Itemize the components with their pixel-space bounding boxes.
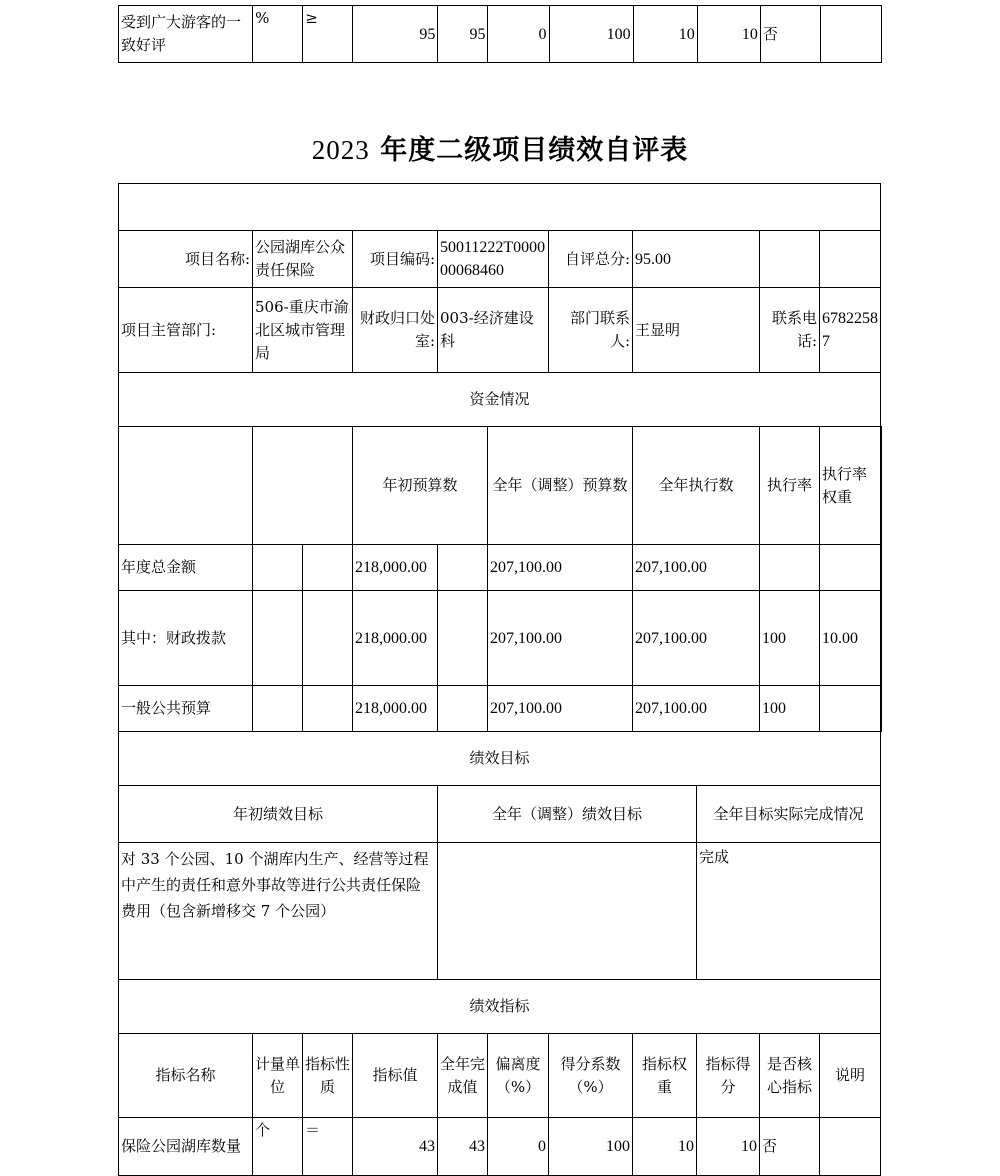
funds-executed-cell: 207,100.00 [633,591,760,686]
project-code-value: 50011222T000000068460 [438,231,549,288]
indicator-actual-cell: 43 [438,1118,488,1176]
goals-initial-header: 年初绩效目标 [119,786,438,843]
funds-header-initial: 年初预算数 [353,427,488,545]
info-row-2 [119,288,882,373]
table-row [119,686,882,732]
funds-initial-cell: 218,000.00 [353,591,438,686]
funds-header-rate: 执行率 [760,427,820,545]
indicator-core-cell: 否 [760,6,820,63]
indicator-coefficient-cell: 100 [549,1118,633,1176]
indicator-core-cell: 否 [760,1118,820,1176]
indicator-unit-cell: % [253,6,303,63]
funds-row-label: 其中：财政拨款 [119,591,253,686]
dept-label: 项目主管部门: [119,288,253,373]
table-row [119,1118,882,1176]
funds-section-title: 资金情况 [119,373,881,427]
ind-header-deviation: 偏离度（%） [488,1034,549,1118]
self-score-value: 95.00 [633,231,760,288]
funds-executed-cell: 207,100.00 [633,686,760,732]
phone-label: 联系电话: [760,288,820,373]
title-text: 年度二级项目绩效自评表 [380,135,689,166]
ind-header-core: 是否核心指标 [760,1034,820,1118]
funds-row-label: 一般公共预算 [119,686,253,732]
goals-section-row [119,732,882,786]
funds-header-rate-score [881,427,882,545]
goals-adjusted-header: 全年（调整）绩效目标 [438,786,697,843]
indicator-note-cell [820,1118,881,1176]
funds-rate-cell: 100 [760,686,820,732]
funds-weight-cell [820,686,881,732]
ind-header-coefficient: 得分系数（%） [549,1034,633,1118]
funds-header-executed: 全年执行数 [633,427,760,545]
indicator-name-cell: 保险公园湖库数量 [119,1118,253,1176]
indicators-section-title: 绩效指标 [119,980,881,1034]
contact-value: 王显明 [633,288,760,373]
page-title [0,128,1000,167]
funds-header-row [119,427,882,545]
indicator-weight-cell: 10 [633,1118,697,1176]
indicator-coefficient-cell: 100 [549,6,633,63]
goals-actual-text: 完成 [697,843,881,980]
ind-header-nature: 指标性质 [303,1034,353,1118]
funds-header-rate-weight: 执行率权重 [820,427,881,545]
table-row [119,6,882,63]
indicator-note-cell [820,6,881,63]
indicator-name-cell: 受到广大游客的一致好评 [119,6,253,63]
ind-header-note: 说明 [820,1034,881,1118]
indicator-actual-cell: 95 [438,6,488,63]
table-row [119,545,882,591]
goals-initial-text: 对 33 个公园、10 个湖库内生产、经营等过程中产生的责任和意外事故等进行公共责任保险费用（包含新增移交 7 个公园） [119,843,438,980]
ind-header-name: 指标名称 [119,1034,253,1118]
funds-adjusted-cell: 207,100.00 [488,591,633,686]
indicator-target-cell: 95 [353,6,438,63]
funds-weight-cell: 10.00 [820,591,881,686]
info-row-1 [119,231,882,288]
goals-section-title: 绩效目标 [119,732,881,786]
funds-score-cell [881,686,882,732]
project-code-label: 项目编码: [353,231,438,288]
table-row [119,591,882,686]
goals-actual-header: 全年目标实际完成情况 [697,786,881,843]
indicator-score-cell: 10 [697,6,760,63]
indicator-deviation-cell: 0 [488,6,549,63]
ind-header-actual: 全年完成值 [438,1034,488,1118]
self-score-label: 自评总分: [549,231,633,288]
finance-label: 财政归口处室: [353,288,438,373]
project-name-value: 公园湖库公众责任保险 [253,231,353,288]
indicator-deviation-cell: 0 [488,1118,549,1176]
funds-executed-cell: 207,100.00 [633,545,760,591]
funds-score-cell [881,545,882,591]
indicator-weight-cell: 10 [633,6,697,63]
contact-label: 部门联系人: [549,288,633,373]
goals-adjusted-text [438,843,697,980]
funds-score-cell [881,591,882,686]
funds-initial-cell: 218,000.00 [353,545,438,591]
blank-row [119,184,882,231]
ind-header-weight: 指标权重 [633,1034,697,1118]
goals-header-row [119,786,882,843]
ind-header-score: 指标得分 [697,1034,760,1118]
funds-weight-cell [820,545,881,591]
funds-row-label: 年度总金额 [119,545,253,591]
funds-rate-cell: 100 [760,591,820,686]
indicator-nature-cell: ＝ [303,1118,353,1176]
ind-header-target: 指标值 [353,1034,438,1118]
indicator-nature-cell: ≥ [303,6,353,63]
finance-value: 003-经济建设科 [438,288,549,373]
project-name-label: 项目名称: [119,231,253,288]
indicator-unit-cell: 个 [253,1118,303,1176]
funds-adjusted-cell: 207,100.00 [488,686,633,732]
phone-value: 67822587 [820,288,881,373]
ind-header-unit: 计量单位 [253,1034,303,1118]
funds-adjusted-cell: 207,100.00 [488,545,633,591]
indicator-target-cell: 43 [353,1118,438,1176]
top-indicator-table [118,5,882,63]
funds-rate-cell [760,545,820,591]
indicators-section-row [119,980,882,1034]
funds-section-row [119,373,882,427]
funds-initial-cell: 218,000.00 [353,686,438,732]
indicators-header-row [119,1034,882,1118]
dept-value: 506-重庆市渝北区城市管理局 [253,288,353,373]
title-year: 2023 [311,135,370,165]
funds-header-adjusted: 全年（调整）预算数 [488,427,633,545]
goals-content-row [119,843,882,980]
evaluation-table [118,183,882,1176]
indicator-score-cell: 10 [697,1118,760,1176]
